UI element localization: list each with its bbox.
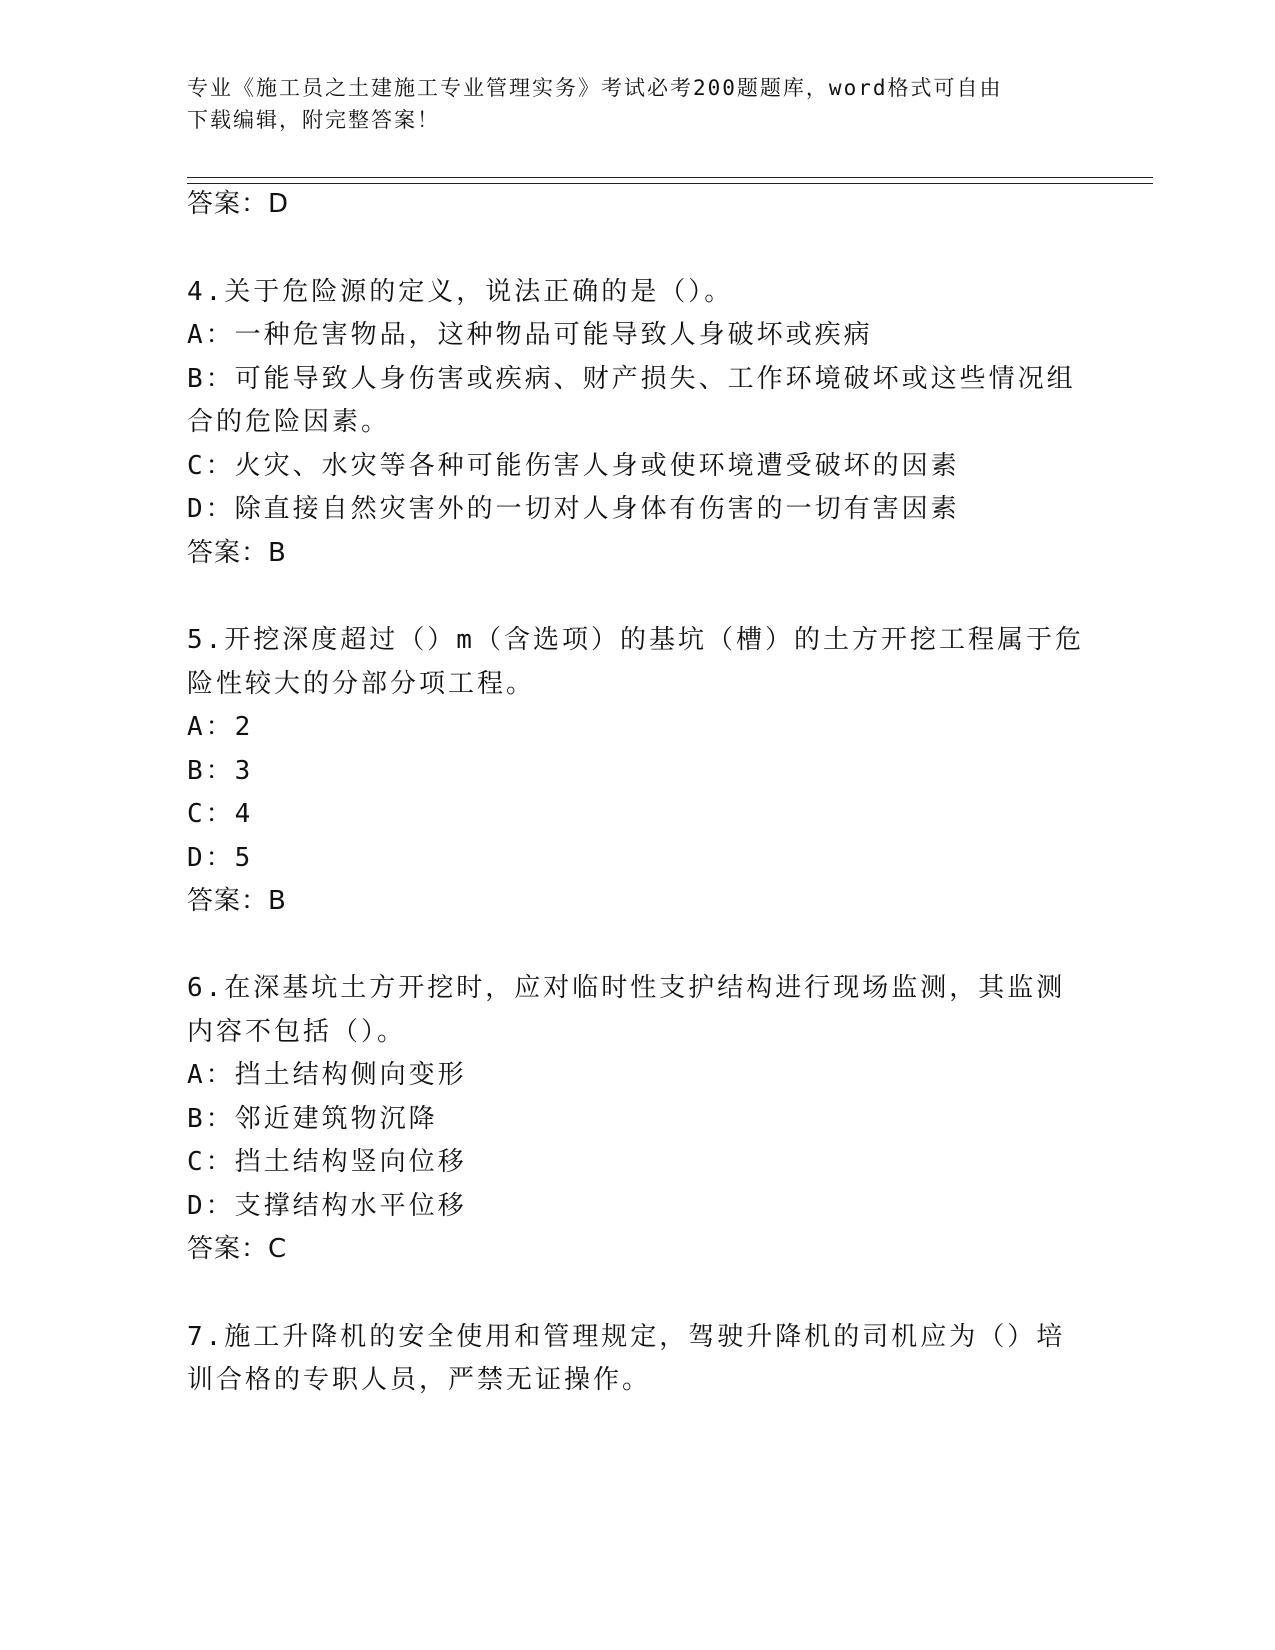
question-6-text-line1: 6.在深基坑土方开挖时，应对临时性支护结构进行现场监测，其监测 <box>187 973 1066 1003</box>
question-4-option-b-line2: 合的危险因素。 <box>187 407 391 437</box>
question-5-text-line2: 险性较大的分部分项工程。 <box>187 669 536 699</box>
header-line-2: 下载编辑，附完整答案！ <box>187 108 440 132</box>
header-line-1: 专业《施工员之土建施工专业管理实务》考试必考200题题库，word格式可自由 <box>187 76 1003 100</box>
question-7-text-line2: 训合格的专职人员，严禁无证操作。 <box>187 1365 652 1395</box>
question-7-text-line1: 7.施工升降机的安全使用和管理规定，驾驶升降机的司机应为（）培 <box>187 1322 1066 1352</box>
question-5-option-c: C：4 <box>187 799 254 829</box>
question-6-option-d: D：支撑结构水平位移 <box>187 1191 467 1221</box>
question-4-option-a: A：一种危害物品，这种物品可能导致人身破坏或疾病 <box>187 320 873 350</box>
answer-previous: 答案：D <box>187 189 290 219</box>
question-5-option-d: D：5 <box>187 843 254 873</box>
question-5-option-a: A：2 <box>187 712 254 742</box>
question-5-text-line1: 5.开挖深度超过（）m（含选项）的基坑（槽）的土方开挖工程属于危 <box>187 625 1084 655</box>
question-4-option-c: C：火灾、水灾等各种可能伤害人身或使环境遭受破坏的因素 <box>187 451 960 481</box>
header-rule-top <box>187 177 1153 178</box>
document-header <box>187 72 1067 136</box>
question-6-option-b: B：邻近建筑物沉降 <box>187 1104 438 1134</box>
question-5-answer: 答案：B <box>187 886 287 916</box>
question-6-option-a: A：挡土结构侧向变形 <box>187 1060 467 1090</box>
question-6-answer: 答案：C <box>187 1234 288 1264</box>
question-6-text-line2: 内容不包括（）。 <box>187 1017 407 1047</box>
question-4-option-d: D：除直接自然灾害外的一切对人身体有伤害的一切有害因素 <box>187 494 960 524</box>
question-4-text: 4.关于危险源的定义，说法正确的是（）。 <box>187 277 734 307</box>
question-6-option-c: C：挡土结构竖向位移 <box>187 1147 467 1177</box>
header-rule-bottom <box>187 183 1153 184</box>
question-4-answer: 答案：B <box>187 538 287 568</box>
question-5-option-b: B：3 <box>187 756 254 786</box>
question-4-option-b-line1: B：可能导致人身伤害或疾病、财产损失、工作环境破坏或这些情况组 <box>187 364 1076 394</box>
